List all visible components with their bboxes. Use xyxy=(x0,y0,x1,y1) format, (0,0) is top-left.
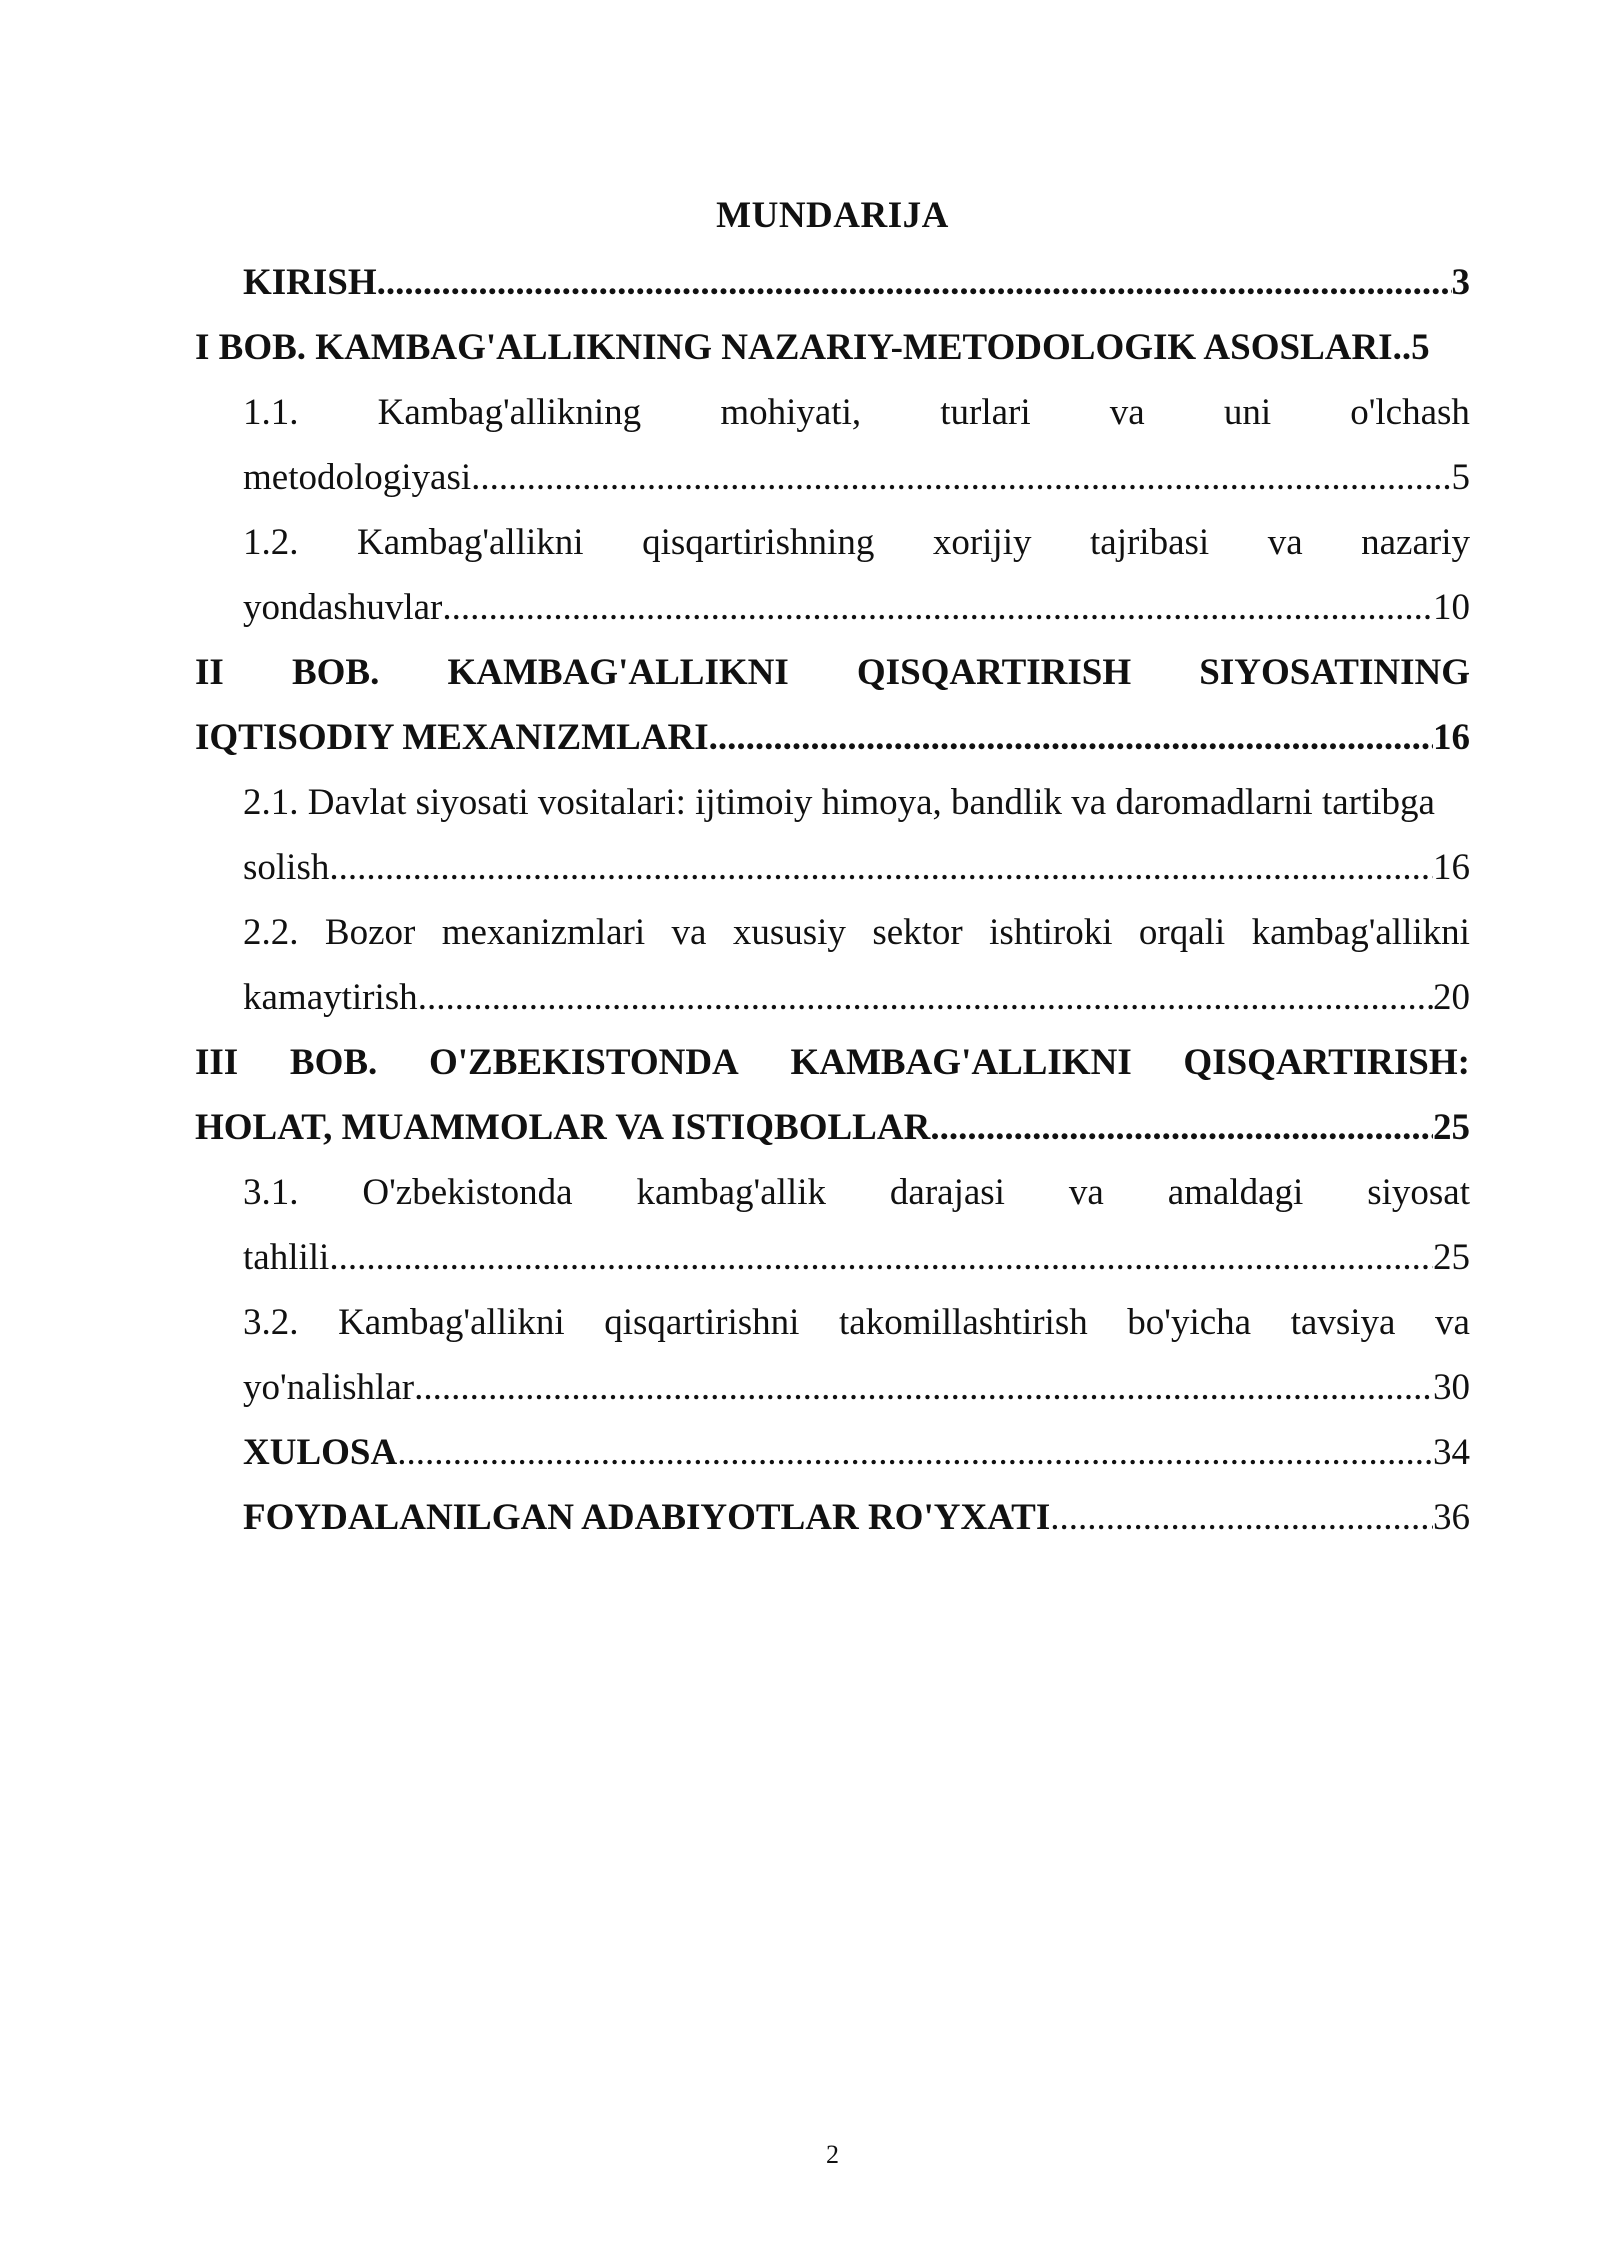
toc-entry-section-3-1-cont xyxy=(243,1225,1470,1290)
toc-entry-label: FOYDALANILGAN ADABIYOTLAR RO'YXATI xyxy=(243,1497,1051,1538)
toc-entry-section-2-1-cont xyxy=(243,835,1470,900)
toc-word: va xyxy=(671,912,707,953)
toc-page-number: 36 xyxy=(1433,1497,1470,1538)
toc-page-number: 10 xyxy=(1433,587,1470,628)
toc-entry-section-1-2 xyxy=(243,510,1470,575)
toc-entry-xulosa xyxy=(243,1420,1470,1485)
toc-word: ishtiroki xyxy=(989,912,1113,953)
toc-word: KAMBAG'ALLIKNI xyxy=(447,652,789,693)
dot-leader xyxy=(377,250,1452,315)
toc-word: tajribasi xyxy=(1090,522,1210,563)
toc-word: II xyxy=(195,652,224,693)
toc-word: va xyxy=(1109,392,1145,433)
toc-word: O'ZBEKISTONDA xyxy=(428,1042,739,1083)
dot-leader xyxy=(414,1355,1433,1420)
toc-word: tavsiya xyxy=(1290,1302,1396,1343)
toc-word: KAMBAG'ALLIKNI xyxy=(790,1042,1132,1083)
toc-word: Kambag'allikning xyxy=(377,392,642,433)
toc-entry-chapter-2-cont xyxy=(195,705,1470,770)
toc-word: kambag'allikni xyxy=(1251,912,1470,953)
toc-page-number: 16 xyxy=(1433,717,1470,758)
toc-word: mohiyati, xyxy=(720,392,862,433)
toc-word: 1.2. xyxy=(243,522,299,563)
toc-word: uni xyxy=(1223,392,1272,433)
toc-word: va xyxy=(1068,1172,1104,1213)
toc-entry-label: solish xyxy=(243,847,330,888)
toc-entry-section-2-2 xyxy=(243,900,1470,965)
toc-page-number: 30 xyxy=(1433,1367,1470,1408)
toc-entry-chapter-2 xyxy=(195,640,1470,705)
toc-page-number: 20 xyxy=(1433,977,1470,1018)
toc-word: amaldagi xyxy=(1167,1172,1304,1213)
toc-entry-label: I BOB. KAMBAG'ALLIKNING NAZARIY-METODOLOGIK ASOSLARI.. xyxy=(195,327,1412,368)
toc-word: turlari xyxy=(940,392,1031,433)
toc-entry-label: kamaytirish xyxy=(243,977,418,1018)
toc-entry-section-1-2-cont xyxy=(243,575,1470,640)
toc-entry-label: tahlili xyxy=(243,1237,330,1278)
toc-word: qisqartirishni xyxy=(604,1302,800,1343)
toc-word: mexanizmlari xyxy=(441,912,646,953)
dot-leader xyxy=(930,1095,1433,1160)
toc-entry-chapter-3 xyxy=(195,1030,1470,1095)
toc-word: darajasi xyxy=(889,1172,1005,1213)
toc-page-number: 3 xyxy=(1451,262,1470,303)
toc-word: takomillashtirish xyxy=(839,1302,1088,1343)
dot-leader xyxy=(709,705,1433,770)
toc-entry-section-3-1 xyxy=(243,1160,1470,1225)
page-number: 2 xyxy=(826,2140,839,2169)
toc-word: O'zbekistonda xyxy=(362,1172,573,1213)
toc-entry-references xyxy=(243,1485,1470,1550)
dot-leader xyxy=(418,965,1433,1030)
toc-word: orqali xyxy=(1138,912,1226,953)
toc-word: 2.2. xyxy=(243,912,299,953)
dot-leader xyxy=(471,445,1451,510)
toc-page-number: 16 xyxy=(1433,847,1470,888)
toc-word: nazariy xyxy=(1361,522,1470,563)
toc-entry-chapter-1 xyxy=(195,315,1470,380)
toc-page-number: 5 xyxy=(1411,327,1430,368)
toc-word: Kambag'allikni xyxy=(338,1302,565,1343)
toc-entry-label: metodologiyasi xyxy=(243,457,472,498)
dot-leader xyxy=(329,1225,1433,1290)
toc-entry-section-3-2 xyxy=(243,1290,1470,1355)
toc-word: QISQARTIRISH xyxy=(856,652,1132,693)
toc-entry-label: yo'nalishlar xyxy=(243,1367,415,1408)
toc-word: qisqartirishning xyxy=(642,522,875,563)
dot-leader xyxy=(397,1420,1433,1485)
toc-entry-label: 2.1. Davlat siyosati vositalari: ijtimoiy himoya, bandlik va daromadlarni tartibga xyxy=(243,782,1435,823)
toc-word: siyosat xyxy=(1367,1172,1470,1213)
toc-word: bo'yicha xyxy=(1127,1302,1252,1343)
toc-word: sektor xyxy=(872,912,963,953)
dot-leader xyxy=(442,575,1433,640)
toc-entry-section-1-1-cont xyxy=(243,445,1470,510)
toc-word: va xyxy=(1435,1302,1470,1343)
toc-entry-section-3-2-cont xyxy=(243,1355,1470,1420)
toc-entry-section-2-1 xyxy=(243,770,1470,835)
toc-word: 3.2. xyxy=(243,1302,299,1343)
toc-entry-label: KIRISH xyxy=(243,262,377,303)
toc-entry-label: HOLAT, MUAMMOLAR VA ISTIQBOLLAR xyxy=(195,1107,931,1148)
toc-word: o'lchash xyxy=(1350,392,1470,433)
toc-word: Bozor xyxy=(324,912,416,953)
toc-word: xorijiy xyxy=(932,522,1032,563)
toc-word: va xyxy=(1267,522,1303,563)
toc-page-number: 25 xyxy=(1433,1237,1470,1278)
toc-word: kambag'allik xyxy=(636,1172,826,1213)
toc-page-number: 34 xyxy=(1433,1432,1470,1473)
toc-word: III xyxy=(195,1042,239,1083)
toc-word: BOB. xyxy=(291,652,380,693)
toc-entry-label: XULOSA xyxy=(243,1432,398,1473)
toc-page-number: 25 xyxy=(1433,1107,1470,1148)
toc-entry-section-2-2-cont xyxy=(243,965,1470,1030)
toc-word: QISQARTIRISH: xyxy=(1183,1042,1470,1083)
toc-word: 1.1. xyxy=(243,392,299,433)
toc-entry-kirish xyxy=(243,250,1470,315)
toc-entry-label: IQTISODIY MEXANIZMLARI xyxy=(195,717,709,758)
toc-entry-section-1-1 xyxy=(243,380,1470,445)
toc-entry-chapter-3-cont xyxy=(195,1095,1470,1160)
toc-title: MUNDARIJA xyxy=(716,195,949,236)
toc-entry-label: yondashuvlar xyxy=(243,587,443,628)
dot-leader xyxy=(1050,1485,1433,1550)
toc-page-number: 5 xyxy=(1451,457,1470,498)
toc-word: 3.1. xyxy=(243,1172,299,1213)
toc-word: Kambag'allikni xyxy=(357,522,584,563)
toc-word: BOB. xyxy=(289,1042,378,1083)
toc-word: SIYOSATINING xyxy=(1199,652,1470,693)
dot-leader xyxy=(329,835,1433,900)
toc-word: xususiy xyxy=(732,912,846,953)
